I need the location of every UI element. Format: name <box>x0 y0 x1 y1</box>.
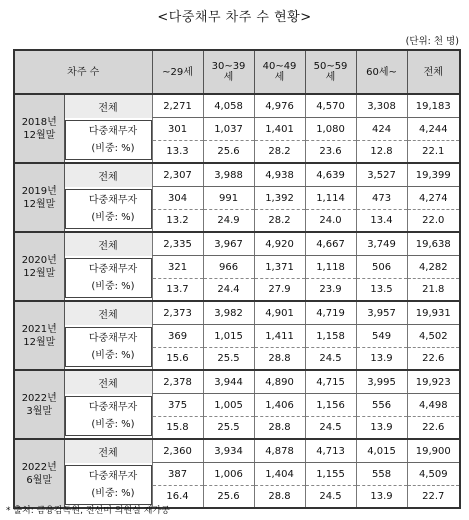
multi-debtor-row <box>14 394 460 417</box>
total-cell: 2,307 <box>152 163 203 187</box>
total-label: 전체 <box>64 439 152 463</box>
ratio-cell: 13.2 <box>152 210 203 233</box>
multi-cell: 375 <box>152 394 203 417</box>
ratio-cell: 13.9 <box>356 486 407 509</box>
ratio-cell: 22.0 <box>407 210 460 233</box>
period-label: 2022년 6월말 <box>14 439 64 508</box>
ratio-cell: 28.8 <box>254 486 305 509</box>
ratio-cell: 27.9 <box>254 279 305 302</box>
total-cell: 4,713 <box>305 439 356 463</box>
total-cell: 4,920 <box>254 232 305 256</box>
total-cell: 19,900 <box>407 439 460 463</box>
total-row <box>14 301 460 325</box>
header-col: ~29세 <box>152 50 203 94</box>
ratio-cell: 22.1 <box>407 141 460 164</box>
total-cell: 2,378 <box>152 370 203 394</box>
total-cell: 4,715 <box>305 370 356 394</box>
total-cell: 4,878 <box>254 439 305 463</box>
total-cell: 4,938 <box>254 163 305 187</box>
total-cell: 19,931 <box>407 301 460 325</box>
ratio-cell: 15.8 <box>152 417 203 440</box>
ratio-cell: 28.8 <box>254 348 305 371</box>
total-cell: 2,373 <box>152 301 203 325</box>
ratio-cell: 12.8 <box>356 141 407 164</box>
multi-cell: 1,005 <box>203 394 254 417</box>
multi-cell: 4,498 <box>407 394 460 417</box>
multi-cell: 473 <box>356 187 407 210</box>
multi-label-box <box>65 465 152 505</box>
page-title: <다중채무 차주 수 현황> <box>157 10 312 25</box>
ratio-cell: 28.2 <box>254 210 305 233</box>
total-row <box>14 439 460 463</box>
multi-cell: 1,015 <box>203 325 254 348</box>
total-cell: 3,967 <box>203 232 254 256</box>
total-cell: 19,638 <box>407 232 460 256</box>
total-cell: 3,934 <box>203 439 254 463</box>
total-cell: 3,527 <box>356 163 407 187</box>
multi-label-cell <box>64 394 152 440</box>
total-row <box>14 163 460 187</box>
multi-cell: 1,155 <box>305 463 356 486</box>
multi-cell: 966 <box>203 256 254 279</box>
multi-debtor-row <box>14 256 460 279</box>
multi-cell: 1,156 <box>305 394 356 417</box>
multi-cell: 304 <box>152 187 203 210</box>
ratio-label: (비중: %) <box>91 280 135 292</box>
total-cell: 19,399 <box>407 163 460 187</box>
multi-cell: 991 <box>203 187 254 210</box>
header-row <box>14 50 460 94</box>
multi-label: 다중채무자 <box>88 470 138 482</box>
total-cell: 3,944 <box>203 370 254 394</box>
multi-label-box <box>65 396 152 436</box>
ratio-cell: 22.7 <box>407 486 460 509</box>
ratio-cell: 21.8 <box>407 279 460 302</box>
period-label: 2020년 12월말 <box>14 232 64 301</box>
multi-cell: 556 <box>356 394 407 417</box>
multi-cell: 1,371 <box>254 256 305 279</box>
borrower-table <box>13 49 461 509</box>
ratio-cell: 25.5 <box>203 348 254 371</box>
multi-cell: 1,114 <box>305 187 356 210</box>
multi-cell: 321 <box>152 256 203 279</box>
multi-cell: 4,502 <box>407 325 460 348</box>
ratio-label: (비중: %) <box>91 349 135 361</box>
total-row <box>14 370 460 394</box>
header-col: 40~49 세 <box>254 50 305 94</box>
period-label: 2022년 3월말 <box>14 370 64 439</box>
ratio-cell: 13.9 <box>356 417 407 440</box>
multi-label-cell <box>64 463 152 509</box>
ratio-cell: 24.4 <box>203 279 254 302</box>
total-cell: 4,901 <box>254 301 305 325</box>
total-label: 전체 <box>64 94 152 118</box>
multi-label: 다중채무자 <box>88 194 138 206</box>
total-cell: 4,570 <box>305 94 356 118</box>
multi-label: 다중채무자 <box>88 263 138 275</box>
ratio-cell: 23.6 <box>305 141 356 164</box>
multi-cell: 558 <box>356 463 407 486</box>
total-cell: 3,749 <box>356 232 407 256</box>
multi-cell: 4,282 <box>407 256 460 279</box>
multi-label-cell <box>64 325 152 371</box>
ratio-cell: 13.4 <box>356 210 407 233</box>
multi-cell: 1,037 <box>203 118 254 141</box>
ratio-cell: 25.6 <box>203 141 254 164</box>
multi-label-box <box>65 120 152 160</box>
total-cell: 2,360 <box>152 439 203 463</box>
ratio-cell: 28.2 <box>254 141 305 164</box>
multi-cell: 549 <box>356 325 407 348</box>
ratio-cell: 24.0 <box>305 210 356 233</box>
total-cell: 2,335 <box>152 232 203 256</box>
multi-cell: 1,118 <box>305 256 356 279</box>
ratio-cell: 13.5 <box>356 279 407 302</box>
multi-cell: 4,274 <box>407 187 460 210</box>
total-cell: 3,988 <box>203 163 254 187</box>
multi-label: 다중채무자 <box>88 125 138 137</box>
total-cell: 4,015 <box>356 439 407 463</box>
period-label: 2021년 12월말 <box>14 301 64 370</box>
multi-cell: 4,244 <box>407 118 460 141</box>
total-label: 전체 <box>64 301 152 325</box>
multi-label-cell <box>64 118 152 164</box>
total-cell: 4,667 <box>305 232 356 256</box>
total-cell: 3,995 <box>356 370 407 394</box>
ratio-cell: 25.6 <box>203 486 254 509</box>
multi-cell: 1,080 <box>305 118 356 141</box>
multi-cell: 301 <box>152 118 203 141</box>
ratio-cell: 13.7 <box>152 279 203 302</box>
multi-cell: 1,401 <box>254 118 305 141</box>
multi-cell: 1,158 <box>305 325 356 348</box>
multi-cell: 4,509 <box>407 463 460 486</box>
ratio-label: (비중: %) <box>91 142 135 154</box>
ratio-cell: 16.4 <box>152 486 203 509</box>
multi-cell: 387 <box>152 463 203 486</box>
total-cell: 4,058 <box>203 94 254 118</box>
multi-cell: 506 <box>356 256 407 279</box>
period-label: 2018년 12월말 <box>14 94 64 163</box>
ratio-cell: 24.5 <box>305 486 356 509</box>
multi-debtor-row <box>14 463 460 486</box>
ratio-label: (비중: %) <box>91 487 135 499</box>
total-cell: 4,639 <box>305 163 356 187</box>
header-borrowers: 차주 수 <box>14 50 152 94</box>
ratio-cell: 22.6 <box>407 417 460 440</box>
multi-cell: 1,392 <box>254 187 305 210</box>
total-row <box>14 94 460 118</box>
unit-note: (단위: 천 명) <box>405 36 459 47</box>
header-col: 50~59 세 <box>305 50 356 94</box>
multi-debtor-row <box>14 187 460 210</box>
total-cell: 3,982 <box>203 301 254 325</box>
header-col: 60세~ <box>356 50 407 94</box>
multi-label-cell <box>64 187 152 233</box>
total-cell: 3,308 <box>356 94 407 118</box>
multi-cell: 1,006 <box>203 463 254 486</box>
multi-label-box <box>65 258 152 298</box>
multi-cell: 1,406 <box>254 394 305 417</box>
total-label: 전체 <box>64 370 152 394</box>
ratio-label: (비중: %) <box>91 211 135 223</box>
source-note: * 출처: 금융감독원, 진선미 의원실 재가공 <box>6 506 170 516</box>
ratio-cell: 24.5 <box>305 417 356 440</box>
total-cell: 4,890 <box>254 370 305 394</box>
total-cell: 19,183 <box>407 94 460 118</box>
ratio-cell: 24.5 <box>305 348 356 371</box>
ratio-cell: 13.9 <box>356 348 407 371</box>
multi-label-cell <box>64 256 152 302</box>
total-label: 전체 <box>64 232 152 256</box>
total-cell: 19,923 <box>407 370 460 394</box>
total-cell: 2,271 <box>152 94 203 118</box>
multi-cell: 369 <box>152 325 203 348</box>
ratio-cell: 22.6 <box>407 348 460 371</box>
multi-debtor-row <box>14 325 460 348</box>
ratio-cell: 15.6 <box>152 348 203 371</box>
multi-label: 다중채무자 <box>88 401 138 413</box>
period-label: 2019년 12월말 <box>14 163 64 232</box>
ratio-cell: 24.9 <box>203 210 254 233</box>
multi-label: 다중채무자 <box>88 332 138 344</box>
ratio-label: (비중: %) <box>91 418 135 430</box>
total-label: 전체 <box>64 163 152 187</box>
multi-cell: 1,404 <box>254 463 305 486</box>
header-col: 전체 <box>407 50 460 94</box>
ratio-cell: 23.9 <box>305 279 356 302</box>
multi-debtor-row <box>14 118 460 141</box>
total-cell: 3,957 <box>356 301 407 325</box>
multi-label-box <box>65 327 152 367</box>
header-col: 30~39 세 <box>203 50 254 94</box>
multi-cell: 1,411 <box>254 325 305 348</box>
multi-cell: 424 <box>356 118 407 141</box>
ratio-cell: 13.3 <box>152 141 203 164</box>
total-cell: 4,719 <box>305 301 356 325</box>
multi-label-box <box>65 189 152 229</box>
ratio-cell: 28.8 <box>254 417 305 440</box>
total-row <box>14 232 460 256</box>
ratio-cell: 25.5 <box>203 417 254 440</box>
total-cell: 4,976 <box>254 94 305 118</box>
